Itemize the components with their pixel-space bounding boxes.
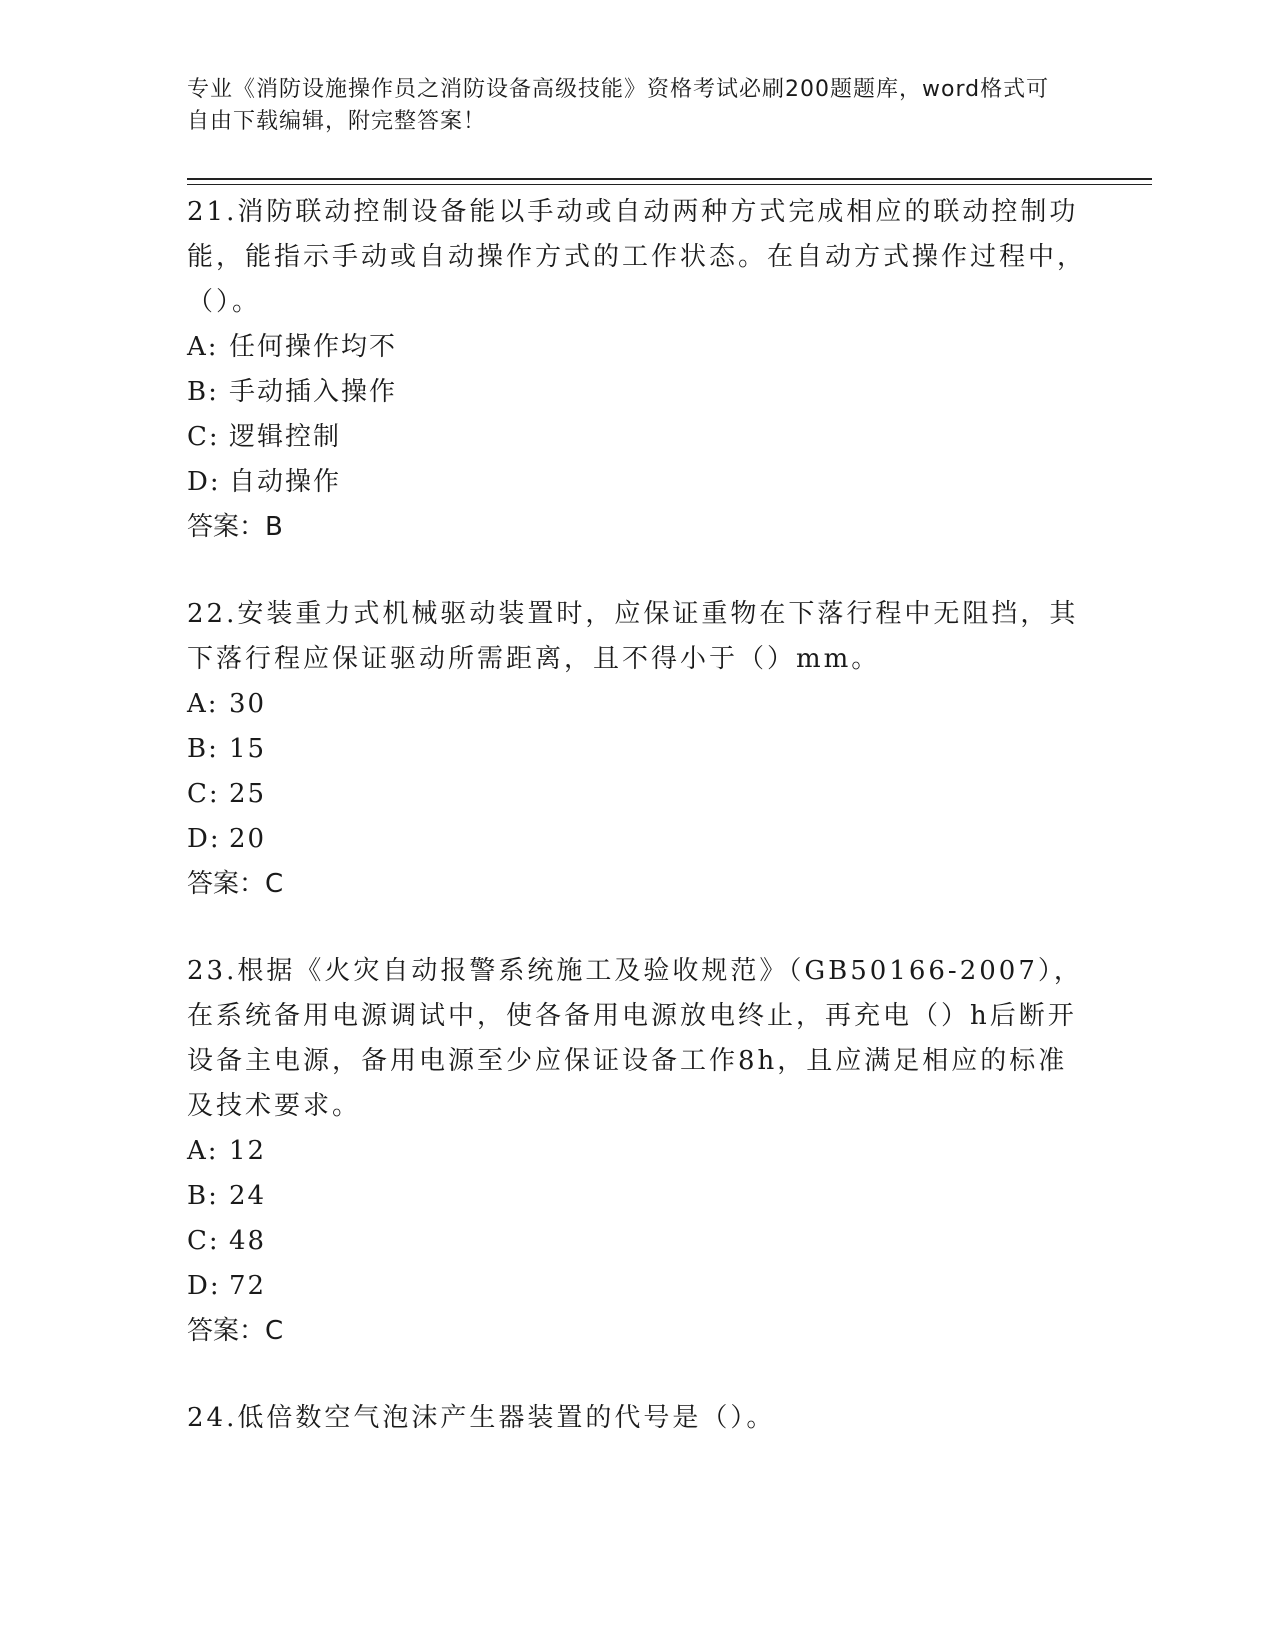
option-value: 任何操作均不 <box>229 332 398 362</box>
option-value: 20 <box>229 824 267 854</box>
option-key: A: <box>187 689 219 719</box>
option-key: B: <box>187 1181 219 1211</box>
option-c <box>187 1219 1087 1264</box>
option-value: 手动插入操作 <box>229 377 398 407</box>
option-c <box>187 772 1087 817</box>
option-value: 72 <box>229 1271 267 1301</box>
option-value: 逻辑控制 <box>229 422 342 452</box>
option-value: 48 <box>229 1226 267 1256</box>
question-22 <box>187 592 1087 907</box>
question-text: 23.根据《火灾自动报警系统施工及验收规范》（GB50166-2007），在系统备用电源调试中，使各备用电源放电终止，再充电（）h后断开设备主电源，备用电源至少应保证设备工作8h，且应满足相应的标准及技术要求。 <box>187 956 1083 1121</box>
option-value: 自动操作 <box>229 467 342 497</box>
question-24 <box>187 1396 1087 1441</box>
option-value: 12 <box>229 1136 267 1166</box>
option-d <box>187 817 1087 862</box>
option-b <box>187 727 1087 772</box>
option-a <box>187 1129 1087 1174</box>
option-value: 15 <box>229 734 267 764</box>
option-key: A: <box>187 332 219 362</box>
question-text: 22.安装重力式机械驱动装置时，应保证重物在下落行程中无阻挡，其下落行程应保证驱动所需距离，且不得小于（）mm。 <box>187 599 1079 674</box>
document-header: 专业《消防设施操作员之消防设备高级技能》资格考试必刷200题题库，word格式可自由下载编辑，附完整答案！ <box>187 77 1050 134</box>
answer-line: 答案：C <box>187 869 284 899</box>
question-text: 24.低倍数空气泡沫产生器装置的代号是（）。 <box>187 1403 776 1433</box>
option-key: C: <box>187 1226 220 1256</box>
question-23 <box>187 949 1087 1354</box>
option-a <box>187 325 1087 370</box>
answer-line: 答案：B <box>187 512 283 542</box>
option-value: 30 <box>229 689 267 719</box>
option-key: D: <box>187 467 221 497</box>
option-c <box>187 415 1087 460</box>
option-d <box>187 1264 1087 1309</box>
option-b <box>187 1174 1087 1219</box>
option-value: 24 <box>229 1181 267 1211</box>
option-key: D: <box>187 824 221 854</box>
option-d <box>187 460 1087 505</box>
header-rule-thick <box>187 178 1152 180</box>
header-rule-thin <box>187 184 1152 185</box>
answer-line: 答案：C <box>187 1316 284 1346</box>
option-b <box>187 370 1087 415</box>
option-key: C: <box>187 422 220 452</box>
option-key: C: <box>187 779 220 809</box>
question-21 <box>187 190 1087 550</box>
option-value: 25 <box>229 779 267 809</box>
question-text: 21.消防联动控制设备能以手动或自动两种方式完成相应的联动控制功能，能指示手动或自动操作方式的工作状态。在自动方式操作过程中，（）。 <box>187 197 1087 317</box>
option-a <box>187 682 1087 727</box>
option-key: D: <box>187 1271 221 1301</box>
option-key: A: <box>187 1136 219 1166</box>
option-key: B: <box>187 377 219 407</box>
option-key: B: <box>187 734 219 764</box>
question-list <box>187 190 1087 1483</box>
